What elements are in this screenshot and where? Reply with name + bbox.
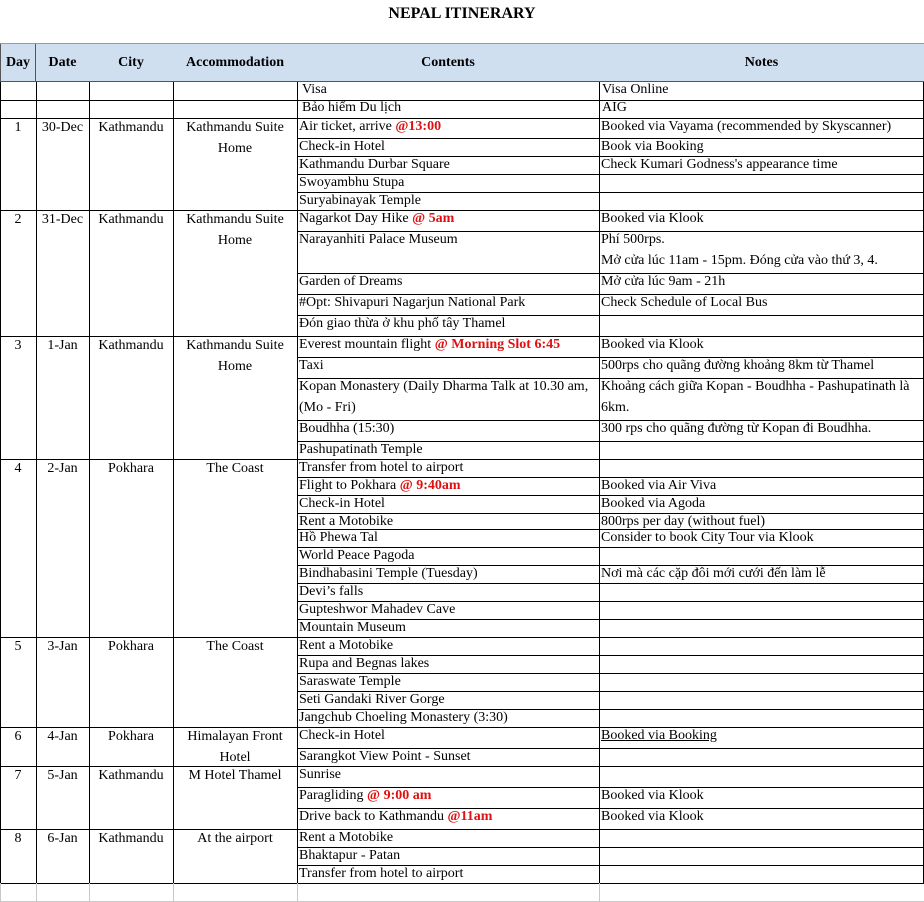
- column-divider: [599, 883, 600, 902]
- content-text: Rent a Motobike: [299, 830, 394, 845]
- day-day-cell: 4: [14, 461, 22, 476]
- day-date-cell: 3-Jan: [47, 639, 78, 654]
- content-text: Sunrise: [299, 767, 341, 782]
- note-cell: [601, 418, 919, 439]
- content-text: Check-in Hotel: [299, 139, 385, 154]
- content-cell: [299, 355, 597, 376]
- note-text: 300 rps cho quãng đường từ Kopan đi Boudhha.: [601, 421, 872, 436]
- content-cell: [299, 116, 597, 137]
- day-accommodation-cell: The Coast: [206, 461, 264, 476]
- note-text: Mở cửa lúc 9am - 21h: [601, 274, 726, 289]
- content-text: Everest mountain flight: [299, 337, 435, 352]
- note-text: Booked via Klook: [601, 211, 704, 226]
- content-text: #Opt: Shivapuri Nagarjun National Park: [299, 295, 526, 310]
- note-text: Mở cửa lúc 11am - 15pm. Đóng cửa vào thứ 3, 4.: [601, 253, 878, 268]
- time-highlight: @ 5am: [412, 211, 455, 226]
- day-date-cell: 2-Jan: [47, 461, 78, 476]
- column-divider: [0, 82, 1, 883]
- note-cell: [601, 208, 919, 229]
- day-accommodation-cell: Kathmandu Suite Home: [186, 120, 284, 156]
- content-text: Flight to Pokhara: [299, 478, 400, 493]
- note-cell: [601, 806, 919, 827]
- content-text: World Peace Pagoda: [299, 548, 415, 563]
- content-cell: [299, 764, 597, 785]
- day-city-cell: Pokhara: [108, 639, 154, 654]
- row-divider: [0, 883, 924, 884]
- content-text: Kathmandu Durbar Square: [299, 157, 450, 172]
- column-divider: [297, 883, 298, 902]
- time-highlight: @ 9:00 am: [367, 788, 432, 803]
- itinerary-table: [0, 43, 924, 900]
- note-text: Khoảng cách giữa Kopan - Boudhha - Pashupatinath là 6km.: [601, 379, 910, 415]
- day-day-cell: 1: [14, 120, 22, 135]
- day-city-cell: Pokhara: [108, 461, 154, 476]
- content-cell: [299, 418, 597, 439]
- time-highlight: @ 9:40am: [399, 478, 461, 493]
- content-cell: Visa: [302, 82, 327, 97]
- content-text: Drive back to Kathmandu: [299, 809, 448, 824]
- content-text: Air ticket, arrive: [299, 119, 396, 134]
- day-day-cell: 7: [14, 768, 22, 783]
- content-cell: [299, 271, 597, 292]
- content-text: Seti Gandaki River Gorge: [299, 692, 445, 707]
- content-text: Devi’s falls: [299, 584, 364, 599]
- day-day-cell: 5: [14, 639, 22, 654]
- note-text: Booked via Klook: [601, 788, 704, 803]
- day-date-cell: 6-Jan: [47, 831, 78, 846]
- content-text: Saraswate Temple: [299, 674, 401, 689]
- day-city-cell: Kathmandu: [98, 212, 164, 227]
- content-text: Pashupatinath Temple: [299, 442, 423, 457]
- time-highlight: @13:00: [395, 119, 442, 134]
- note-text: 800rps per day (without fuel): [601, 514, 766, 529]
- content-text: Bhaktapur - Patan: [299, 848, 401, 863]
- page-title: NEPAL ITINERARY: [388, 5, 536, 22]
- header-day: Day: [0, 44, 36, 82]
- note-cell: [601, 229, 919, 271]
- note-cell: AIG: [602, 100, 627, 115]
- content-text: Bindhabasini Temple (Tuesday): [299, 566, 478, 581]
- note-cell: [601, 725, 919, 746]
- note-cell: [601, 376, 919, 418]
- content-text: Swoyambhu Stupa: [299, 175, 405, 190]
- header-notes: Notes: [599, 44, 924, 82]
- content-text: Garden of Dreams: [299, 274, 403, 289]
- day-city-cell: Kathmandu: [98, 768, 164, 783]
- note-cell: [601, 355, 919, 376]
- content-text: Paragliding: [299, 788, 368, 803]
- content-cell: [299, 334, 597, 355]
- column-divider: [297, 82, 298, 883]
- day-date-cell: 31-Dec: [41, 212, 84, 227]
- content-cell: [299, 208, 597, 229]
- day-date-cell: 1-Jan: [47, 338, 78, 353]
- column-divider: [173, 82, 174, 883]
- note-text: Book via Booking: [601, 139, 704, 154]
- content-text: Rupa and Begnas lakes: [299, 656, 430, 671]
- note-cell: [601, 563, 919, 584]
- content-text: Gupteshwor Mahadev Cave: [299, 602, 456, 617]
- note-cell: [601, 154, 919, 175]
- day-day-cell: 8: [14, 831, 22, 846]
- content-text: Taxi: [299, 358, 324, 373]
- note-cell: [601, 271, 919, 292]
- content-text: Nagarkot Day Hike: [299, 211, 413, 226]
- note-text: Phí 500rps.: [601, 232, 665, 247]
- column-divider: [0, 883, 1, 902]
- note-text: Consider to book City Tour via Klook: [601, 530, 814, 545]
- content-text: Transfer from hotel to airport: [299, 866, 464, 881]
- column-divider: [36, 883, 37, 902]
- content-text: Mountain Museum: [299, 620, 406, 635]
- column-divider: [36, 82, 37, 883]
- day-date-cell: 4-Jan: [47, 729, 78, 744]
- content-cell: [299, 292, 597, 313]
- note-text: Booked via Klook: [601, 809, 704, 824]
- day-city-cell: Kathmandu: [98, 831, 164, 846]
- note-cell: [601, 527, 919, 548]
- note-text: Booked via Vayama (recommended by Skyscanner): [601, 119, 892, 134]
- content-text: Kopan Monastery (Daily Dharma Talk at 10.30 am, (Mo - Fri): [299, 379, 589, 415]
- content-cell: [299, 863, 597, 884]
- content-text: Narayanhiti Palace Museum: [299, 232, 458, 247]
- content-cell: [299, 313, 597, 334]
- day-accommodation-cell: At the airport: [197, 831, 273, 846]
- note-text: 500rps cho quãng đường khoảng 8km từ Thamel: [601, 358, 875, 373]
- content-text: Jangchub Choeling Monastery (3:30): [299, 710, 508, 725]
- note-cell: [601, 334, 919, 355]
- note-cell: [601, 292, 919, 313]
- day-date-cell: 5-Jan: [47, 768, 78, 783]
- day-accommodation-cell: Kathmandu Suite Home: [186, 338, 284, 374]
- content-cell: [299, 806, 597, 827]
- note-text: Check Schedule of Local Bus: [601, 295, 768, 310]
- day-city-cell: Pokhara: [108, 729, 154, 744]
- time-highlight: @ Morning Slot 6:45: [434, 337, 561, 352]
- day-accommodation-cell: M Hotel Thamel: [188, 768, 282, 783]
- column-divider: [89, 883, 90, 902]
- note-text: Booked via Klook: [601, 337, 704, 352]
- header-date: Date: [36, 44, 90, 82]
- content-text: Check-in Hotel: [299, 728, 385, 743]
- column-divider: [173, 883, 174, 902]
- content-text: Suryabinayak Temple: [299, 193, 422, 208]
- note-text: Booked via Air Viva: [601, 478, 717, 493]
- day-day-cell: 2: [14, 212, 22, 227]
- content-text: Boudhha (15:30): [299, 421, 395, 436]
- note-cell: Visa Online: [602, 82, 669, 97]
- content-text: Đón giao thừa ở khu phố tây Thamel: [299, 316, 506, 331]
- day-day-cell: 6: [14, 729, 22, 744]
- header-accommodation: Accommodation: [173, 44, 298, 82]
- note-cell: [601, 116, 919, 137]
- column-divider: [89, 82, 90, 883]
- content-text: Rent a Motobike: [299, 514, 394, 529]
- note-text: Booked via Booking: [601, 728, 717, 743]
- day-date-cell: 30-Dec: [41, 120, 84, 135]
- column-divider: [599, 82, 600, 883]
- content-text: Hồ Phewa Tal: [299, 530, 378, 545]
- content-cell: [299, 725, 597, 746]
- row-divider: [0, 100, 924, 101]
- content-cell: [299, 785, 597, 806]
- note-text: Check Kumari Godness's appearance time: [601, 157, 838, 172]
- content-cell: Bảo hiểm Du lịch: [302, 100, 402, 115]
- note-cell: [601, 785, 919, 806]
- content-text: Transfer from hotel to airport: [299, 460, 464, 475]
- day-city-cell: Kathmandu: [98, 338, 164, 353]
- note-text: Nơi mà các cặp đôi mới cưới đến làm lễ: [601, 566, 826, 581]
- note-text: Booked via Agoda: [601, 496, 706, 511]
- content-cell: [299, 376, 594, 418]
- time-highlight: @11am: [447, 809, 493, 824]
- day-city-cell: Kathmandu: [98, 120, 164, 135]
- day-accommodation-cell: Himalayan Front Hotel: [187, 729, 283, 765]
- content-cell: [299, 229, 594, 250]
- day-day-cell: 3: [14, 338, 22, 353]
- header-contents: Contents: [297, 44, 600, 82]
- day-accommodation-cell: The Coast: [206, 639, 264, 654]
- day-accommodation-cell: Kathmandu Suite Home: [186, 212, 284, 248]
- content-text: Sarangkot View Point - Sunset: [299, 749, 471, 764]
- content-text: Rent a Motobike: [299, 638, 394, 653]
- header-city: City: [89, 44, 174, 82]
- content-text: Check-in Hotel: [299, 496, 385, 511]
